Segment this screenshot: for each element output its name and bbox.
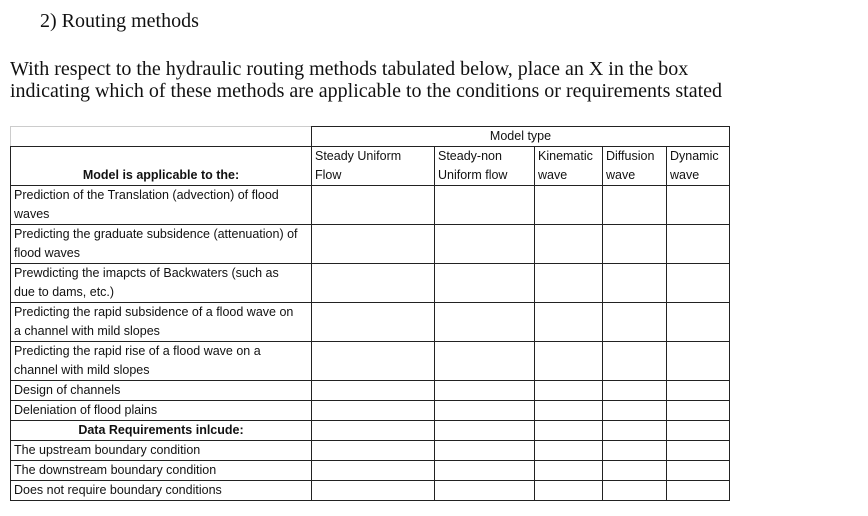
condition-label-line: channel with mild slopes: [14, 363, 150, 377]
column-header-line: Steady-non: [438, 149, 502, 163]
table-row: [11, 381, 730, 401]
answer-cell[interactable]: [535, 441, 603, 461]
answer-cell[interactable]: [667, 421, 730, 441]
condition-label: [11, 186, 312, 225]
answer-cell[interactable]: [312, 461, 435, 481]
column-header-line: Diffusion: [606, 149, 655, 163]
requirement-label: Does not require boundary conditions: [11, 481, 312, 501]
condition-label-line: waves: [14, 207, 50, 221]
answer-cell[interactable]: [535, 481, 603, 501]
table-row: [11, 342, 730, 381]
data-requirements-header: Data Requirements inlcude:: [11, 421, 312, 441]
answer-cell[interactable]: [535, 342, 603, 381]
answer-cell[interactable]: [435, 303, 535, 342]
answer-cell[interactable]: [435, 381, 535, 401]
answer-cell[interactable]: [535, 303, 603, 342]
answer-cell[interactable]: [667, 186, 730, 225]
column-header-line: Flow: [315, 168, 342, 182]
answer-cell[interactable]: [312, 264, 435, 303]
answer-cell[interactable]: [435, 441, 535, 461]
column-header: [535, 147, 603, 186]
answer-cell[interactable]: [603, 186, 667, 225]
answer-cell[interactable]: [535, 401, 603, 421]
answer-cell[interactable]: [667, 381, 730, 401]
answer-cell[interactable]: [667, 401, 730, 421]
condition-label-line: Prewdicting the imapcts of Backwaters (such as: [14, 266, 279, 280]
answer-cell[interactable]: [603, 421, 667, 441]
condition-label: [11, 225, 312, 264]
table-row: [11, 225, 730, 264]
model-type-header: Model type: [312, 127, 730, 147]
column-header-line: Dynamic: [670, 149, 719, 163]
answer-cell[interactable]: [603, 441, 667, 461]
answer-cell[interactable]: [603, 303, 667, 342]
answer-cell[interactable]: [667, 303, 730, 342]
answer-cell[interactable]: [312, 401, 435, 421]
answer-cell[interactable]: [535, 461, 603, 481]
column-header: [435, 147, 535, 186]
requirement-label: The downstream boundary condition: [11, 461, 312, 481]
answer-cell[interactable]: [603, 225, 667, 264]
condition-label-line: flood waves: [14, 246, 81, 260]
column-header-line: wave: [606, 168, 636, 182]
table-row: [11, 481, 730, 501]
instructions: [10, 58, 860, 102]
answer-cell[interactable]: [312, 303, 435, 342]
answer-cell[interactable]: [535, 381, 603, 401]
table-row: [11, 441, 730, 461]
table-row: [11, 264, 730, 303]
condition-label-line: a channel with mild slopes: [14, 324, 160, 338]
answer-cell[interactable]: [603, 401, 667, 421]
answer-cell[interactable]: [667, 481, 730, 501]
requirement-label: The upstream boundary condition: [11, 441, 312, 461]
answer-cell[interactable]: [435, 186, 535, 225]
condition-label-line: Deleniation of flood plains: [14, 403, 158, 417]
section-heading: 2) Routing methods: [40, 10, 199, 32]
answer-cell[interactable]: [667, 461, 730, 481]
answer-cell[interactable]: [667, 264, 730, 303]
answer-cell[interactable]: [312, 381, 435, 401]
answer-cell[interactable]: [603, 481, 667, 501]
condition-label-line: Predicting the graduate subsidence (attenuation) of: [14, 227, 298, 241]
condition-label: [11, 303, 312, 342]
answer-cell[interactable]: [435, 401, 535, 421]
answer-cell[interactable]: [603, 342, 667, 381]
answer-cell[interactable]: [603, 381, 667, 401]
column-header-line: Steady Uniform: [315, 149, 402, 163]
table-row: [11, 303, 730, 342]
answer-cell[interactable]: [603, 461, 667, 481]
answer-cell[interactable]: [312, 225, 435, 264]
answer-cell[interactable]: [603, 264, 667, 303]
answer-cell[interactable]: [435, 225, 535, 264]
answer-cell[interactable]: [435, 421, 535, 441]
answer-cell[interactable]: [312, 421, 435, 441]
answer-cell[interactable]: [435, 342, 535, 381]
answer-cell[interactable]: [435, 481, 535, 501]
instructions-line-1: With respect to the hydraulic routing methods tabulated below, place an X in the box: [10, 58, 689, 80]
condition-label-line: Design of channels: [14, 383, 121, 397]
condition-label-line: Predicting the rapid rise of a flood wave on a: [14, 344, 261, 358]
answer-cell[interactable]: [535, 225, 603, 264]
column-header-line: wave: [538, 168, 568, 182]
table-row: [11, 461, 730, 481]
answer-cell[interactable]: [312, 186, 435, 225]
condition-label: [11, 264, 312, 303]
condition-label: [11, 342, 312, 381]
column-header: [667, 147, 730, 186]
condition-label: [11, 381, 312, 401]
condition-label-line: Prediction of the Translation (advection) of flood: [14, 188, 279, 202]
answer-cell[interactable]: [667, 342, 730, 381]
condition-label: [11, 401, 312, 421]
answer-cell[interactable]: [312, 441, 435, 461]
instructions-line-2: indicating which of these methods are applicable to the conditions or requirements stated: [10, 80, 723, 102]
answer-cell[interactable]: [435, 264, 535, 303]
routing-methods-table: [10, 126, 730, 501]
column-header-line: Uniform flow: [438, 168, 508, 182]
answer-cell[interactable]: [312, 342, 435, 381]
condition-label-line: due to dams, etc.): [14, 285, 115, 299]
row-header: Model is applicable to the:: [11, 147, 312, 186]
answer-cell[interactable]: [535, 264, 603, 303]
column-header-line: wave: [670, 168, 700, 182]
column-header: [603, 147, 667, 186]
column-header-line: Kinematic: [538, 149, 593, 163]
table-row: [11, 186, 730, 225]
condition-label-line: Predicting the rapid subsidence of a flood wave on: [14, 305, 294, 319]
answer-cell[interactable]: [667, 225, 730, 264]
answer-cell[interactable]: [312, 481, 435, 501]
empty-corner-cell: [11, 127, 312, 147]
table-row: [11, 401, 730, 421]
answer-cell[interactable]: [667, 441, 730, 461]
answer-cell[interactable]: [535, 186, 603, 225]
answer-cell[interactable]: [435, 461, 535, 481]
column-header: [312, 147, 435, 186]
answer-cell[interactable]: [535, 421, 603, 441]
